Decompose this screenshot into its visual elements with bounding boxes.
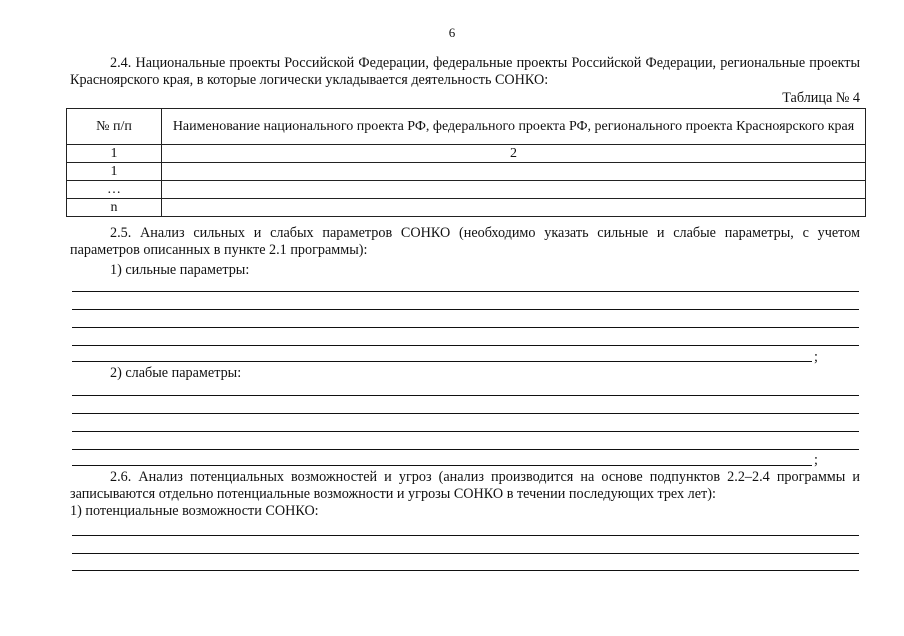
section-2-4-text: 2.4. Национальные проекты Российской Федерации, федеральные проекты Российской Федерации, региональные проекты Красноярского края, в которые логически укладывается деятельность СОНКО: <box>70 55 860 88</box>
header-number: № п/п <box>67 109 162 145</box>
table-cell <box>162 181 866 199</box>
section-2-6-text: 2.6. Анализ потенциальных возможностей и угроз (анализ производится на основе подпунктов 2.2–2.4 программы и записываются отдельно потенциальные возможности и угрозы СОНКО в течении последующих трех лет): <box>70 469 860 502</box>
table-cell: 1 <box>67 163 162 181</box>
table-row <box>67 181 866 199</box>
table-cell: 1 <box>67 145 162 163</box>
fill-line[interactable] <box>72 535 859 536</box>
table-cell <box>162 199 866 217</box>
fill-line[interactable] <box>72 413 859 414</box>
projects-table <box>66 108 866 217</box>
fill-line[interactable] <box>72 395 859 396</box>
table-header-row <box>67 109 866 145</box>
table-cell: 2 <box>162 145 866 163</box>
section-2-5-text: 2.5. Анализ сильных и слабых параметров СОНКО (необходимо указать сильные и слабые параметры, с учетом параметров описанных в пункте 2.1 программы): <box>70 225 860 258</box>
header-project-name: Наименование национального проекта РФ, федерального проекта РФ, регионального проекта Красноярского края <box>162 109 866 145</box>
fill-line[interactable] <box>72 309 859 310</box>
strong-line-end: ; <box>814 349 818 365</box>
fill-line[interactable] <box>72 291 859 292</box>
table-row <box>67 199 866 217</box>
fill-line[interactable] <box>72 327 859 328</box>
fill-line[interactable] <box>72 449 859 450</box>
page-number: 6 <box>448 25 456 40</box>
table-row <box>67 163 866 181</box>
opportunities-label: 1) потенциальные возможности СОНКО: <box>70 503 319 519</box>
table-cell: n <box>67 199 162 217</box>
weak-params-label: 2) слабые параметры: <box>110 365 242 381</box>
fill-line[interactable] <box>72 431 859 432</box>
fill-line[interactable] <box>72 570 859 571</box>
strong-params-label: 1) сильные параметры: <box>110 262 250 278</box>
fill-line[interactable] <box>72 361 812 362</box>
fill-line[interactable] <box>72 465 812 466</box>
weak-line-end: ; <box>814 452 818 468</box>
table-cell <box>162 163 866 181</box>
fill-line[interactable] <box>72 553 859 554</box>
table-row <box>67 145 866 163</box>
fill-line[interactable] <box>72 345 859 346</box>
table-cell: … <box>67 181 162 199</box>
table-caption: Таблица № 4 <box>782 90 860 106</box>
